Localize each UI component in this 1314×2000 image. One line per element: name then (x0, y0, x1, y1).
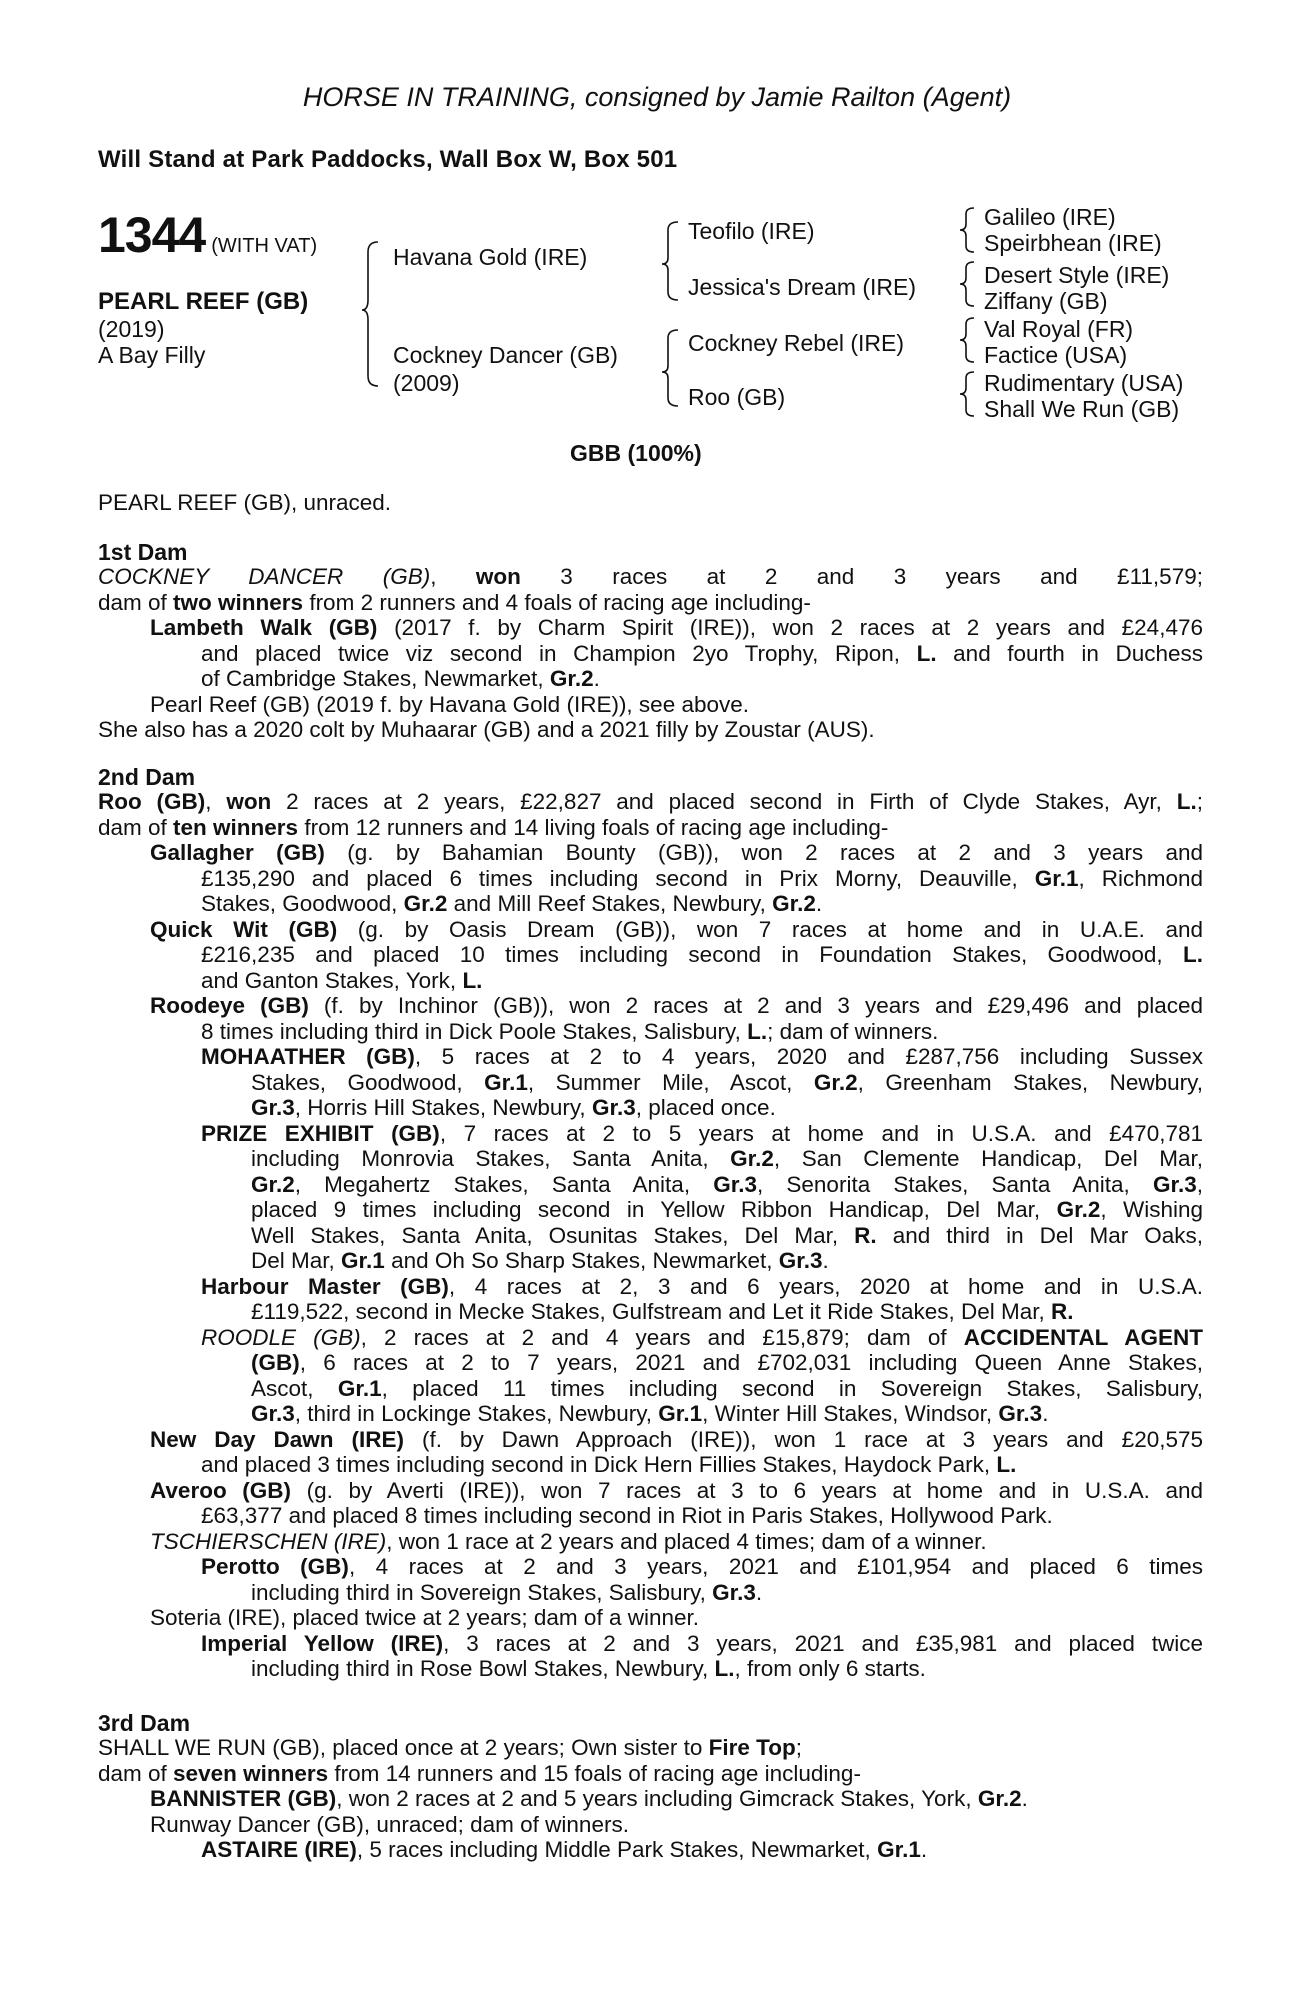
horse-name: PEARL REEF (GB) (98, 288, 309, 315)
first-dam-heading: 1st Dam (98, 539, 188, 565)
text-line: dam of seven winners from 14 runners and 15 foals of racing age including- (98, 1760, 861, 1786)
text-line: COCKNEY DANCER (GB), won 3 races at 2 and 3 years and £11,579; (98, 564, 1203, 589)
text-line: dam of two winners from 2 runners and 4 foals of racing age including- (98, 589, 811, 615)
text-line: Lambeth Walk (GB) (2017 f. by Charm Spirit (IRE)), won 2 races at 2 years and £24,476 (150, 615, 1203, 640)
text-line: SHALL WE RUN (GB), placed once at 2 years; Own sister to Fire Top; (98, 1735, 802, 1760)
first-dam-body (98, 564, 1203, 743)
text-line: Soteria (IRE), placed twice at 2 years; dam of a winner. (150, 1605, 699, 1630)
text-line: dam of ten winners from 12 runners and 14 living foals of racing age including- (98, 814, 889, 840)
text-line: Gallagher (GB) (g. by Bahamian Bounty (GB)), won 2 races at 2 and 3 years and (150, 840, 1203, 865)
text-line: Roo (GB), won 2 races at 2 years, £22,827 and placed second in Firth of Clyde Stakes, Ayr, L.; (98, 789, 1203, 814)
text-line: Gr.3, third in Lockinge Stakes, Newbury, Gr.1, Winter Hill Stakes, Windsor, Gr.3. (251, 1401, 1049, 1426)
sire-sire-name: Teofilo (IRE) (688, 218, 815, 244)
text-line: Stakes, Goodwood, Gr.2 and Mill Reef Stakes, Newbury, Gr.2. (201, 891, 823, 916)
text-line: Runway Dancer (GB), unraced; dam of winners. (150, 1811, 629, 1837)
vat-label: (WITH VAT) (211, 235, 318, 257)
text-line: She also has a 2020 colt by Muhaarar (GB) and a 2021 filly by Zoustar (AUS). (98, 717, 875, 742)
dam-sire-name: Cockney Rebel (IRE) (688, 330, 905, 356)
text-line: Gr.3, Horris Hill Stakes, Newbury, Gr.3, placed once. (251, 1095, 776, 1120)
unraced-note: PEARL REEF (GB), unraced. (98, 490, 392, 515)
text-line: TSCHIERSCHEN (IRE), won 1 race at 2 years and placed 4 times; dam of a winner. (150, 1528, 987, 1554)
ggp-7: Rudimentary (USA) (984, 370, 1184, 396)
text-line: Averoo (GB) (g. by Averti (IRE)), won 7 races at 3 to 6 years at home and in U.S.A. and (150, 1477, 1204, 1503)
text-line: New Day Dawn (IRE) (f. by Dawn Approach (IRE)), won 1 race at 3 years and £20,575 (150, 1426, 1204, 1452)
lot-number: 1344 (98, 207, 206, 263)
third-dam-heading: 3rd Dam (98, 1710, 191, 1736)
text-line: £216,235 and placed 10 times including second in Foundation Stakes, Goodwood, L. (201, 942, 1203, 967)
text-line: including third in Rose Bowl Stakes, Newbury, L., from only 6 starts. (251, 1656, 926, 1681)
stand-location: Will Stand at Park Paddocks, Wall Box W, Box 501 (98, 146, 678, 173)
text-line: 8 times including third in Dick Poole Stakes, Salisbury, L.; dam of winners. (201, 1018, 939, 1044)
text-line: ROODLE (GB), 2 races at 2 and 4 years and £15,879; dam of ACCIDENTAL AGENT (201, 1324, 1203, 1350)
text-line: Pearl Reef (GB) (2019 f. by Havana Gold (IRE)), see above. (150, 691, 750, 717)
text-line: MOHAATHER (GB), 5 races at 2 to 4 years, 2020 and £287,756 including Sussex (201, 1044, 1203, 1069)
third-dam-body (98, 1735, 1203, 1863)
text-line: Perotto (GB), 4 races at 2 and 3 years, 2021 and £101,954 and placed 6 times (201, 1554, 1203, 1579)
text-line: including Monrovia Stakes, Santa Anita, Gr.2, San Clemente Handicap, Del Mar, (251, 1146, 1203, 1171)
ggp-1: Galileo (IRE) (984, 204, 1116, 230)
text-line: (GB), 6 races at 2 to 7 years, 2021 and £702,031 including Queen Anne Stakes, (251, 1350, 1203, 1375)
text-line: Quick Wit (GB) (g. by Oasis Dream (GB)), won 7 races at home and in U.A.E. and (150, 916, 1203, 942)
text-line: Gr.2, Megahertz Stakes, Santa Anita, Gr.3, Senorita Stakes, Santa Anita, Gr.3, (251, 1171, 1203, 1197)
second-dam-body (98, 789, 1203, 1682)
text-line: Stakes, Goodwood, Gr.1, Summer Mile, Ascot, Gr.2, Greenham Stakes, Newbury, (251, 1069, 1203, 1095)
horse-description: A Bay Filly (98, 342, 206, 368)
text-line: Well Stakes, Santa Anita, Osunitas Stakes, Del Mar, R. and third in Del Mar Oaks, (251, 1222, 1204, 1248)
second-dam-heading: 2nd Dam (98, 764, 196, 790)
text-line: £119,522, second in Mecke Stakes, Gulfstream and Let it Ride Stakes, Del Mar, R. (251, 1299, 1074, 1324)
text-line: £63,377 and placed 8 times including second in Riot in Paris Stakes, Hollywood Park. (201, 1503, 1053, 1528)
sire-name: Havana Gold (IRE) (393, 244, 588, 270)
sire-dam-name: Jessica's Dream (IRE) (688, 274, 917, 300)
ggp-3: Desert Style (IRE) (984, 262, 1170, 288)
text-line: and Ganton Stakes, York, L. (201, 967, 483, 993)
gbb-status: GBB (100%) (570, 440, 702, 466)
text-line: Del Mar, Gr.1 and Oh So Sharp Stakes, Newmarket, Gr.3. (251, 1248, 829, 1273)
text-line: Imperial Yellow (IRE), 3 races at 2 and 3 years, 2021 and £35,981 and placed twice (201, 1630, 1203, 1656)
ggp-8: Shall We Run (GB) (984, 396, 1180, 422)
text-line: Ascot, Gr.1, placed 11 times including second in Sovereign Stakes, Salisbury, (251, 1375, 1203, 1401)
text-line: BANNISTER (GB), won 2 races at 2 and 5 years including Gimcrack Stakes, York, Gr.2. (150, 1786, 1028, 1811)
text-line: and placed twice viz second in Champion 2yo Trophy, Ripon, L. and fourth in Duchess (201, 640, 1203, 666)
ggp-5: Val Royal (FR) (984, 316, 1134, 342)
text-line: £135,290 and placed 6 times including second in Prix Morny, Deauville, Gr.1, Richmond (201, 865, 1203, 891)
ggp-4: Ziffany (GB) (984, 288, 1108, 314)
text-line: Roodeye (GB) (f. by Inchinor (GB)), won 2 races at 2 and 3 years and £29,496 and placed (150, 993, 1204, 1018)
text-line: Harbour Master (GB), 4 races at 2, 3 and 6 years, 2020 at home and in U.S.A. (201, 1273, 1203, 1299)
text-line: including third in Sovereign Stakes, Salisbury, Gr.3. (251, 1579, 763, 1605)
dam-dam-name: Roo (GB) (688, 384, 786, 410)
catalogue-header: HORSE IN TRAINING, consigned by Jamie Railton (Agent) (302, 82, 1012, 112)
text-line: PRIZE EXHIBIT (GB), 7 races at 2 to 5 years at home and in U.S.A. and £470,781 (201, 1120, 1203, 1146)
text-line: of Cambridge Stakes, Newmarket, Gr.2. (201, 666, 600, 691)
text-line: and placed 3 times including second in Dick Hern Fillies Stakes, Haydock Park, L. (201, 1452, 1017, 1477)
dam-year: (2009) (393, 370, 460, 396)
dam-name: Cockney Dancer (GB) (393, 342, 618, 368)
pedigree-chart (0, 0, 1314, 440)
text-line: ASTAIRE (IRE), 5 races including Middle Park Stakes, Newmarket, Gr.1. (201, 1837, 928, 1862)
ggp-2: Speirbhean (IRE) (984, 230, 1162, 256)
text-line: placed 9 times including second in Yellow Ribbon Handicap, Del Mar, Gr.2, Wishing (251, 1197, 1203, 1222)
ggp-6: Factice (USA) (984, 342, 1128, 368)
horse-year: (2019) (98, 316, 165, 342)
